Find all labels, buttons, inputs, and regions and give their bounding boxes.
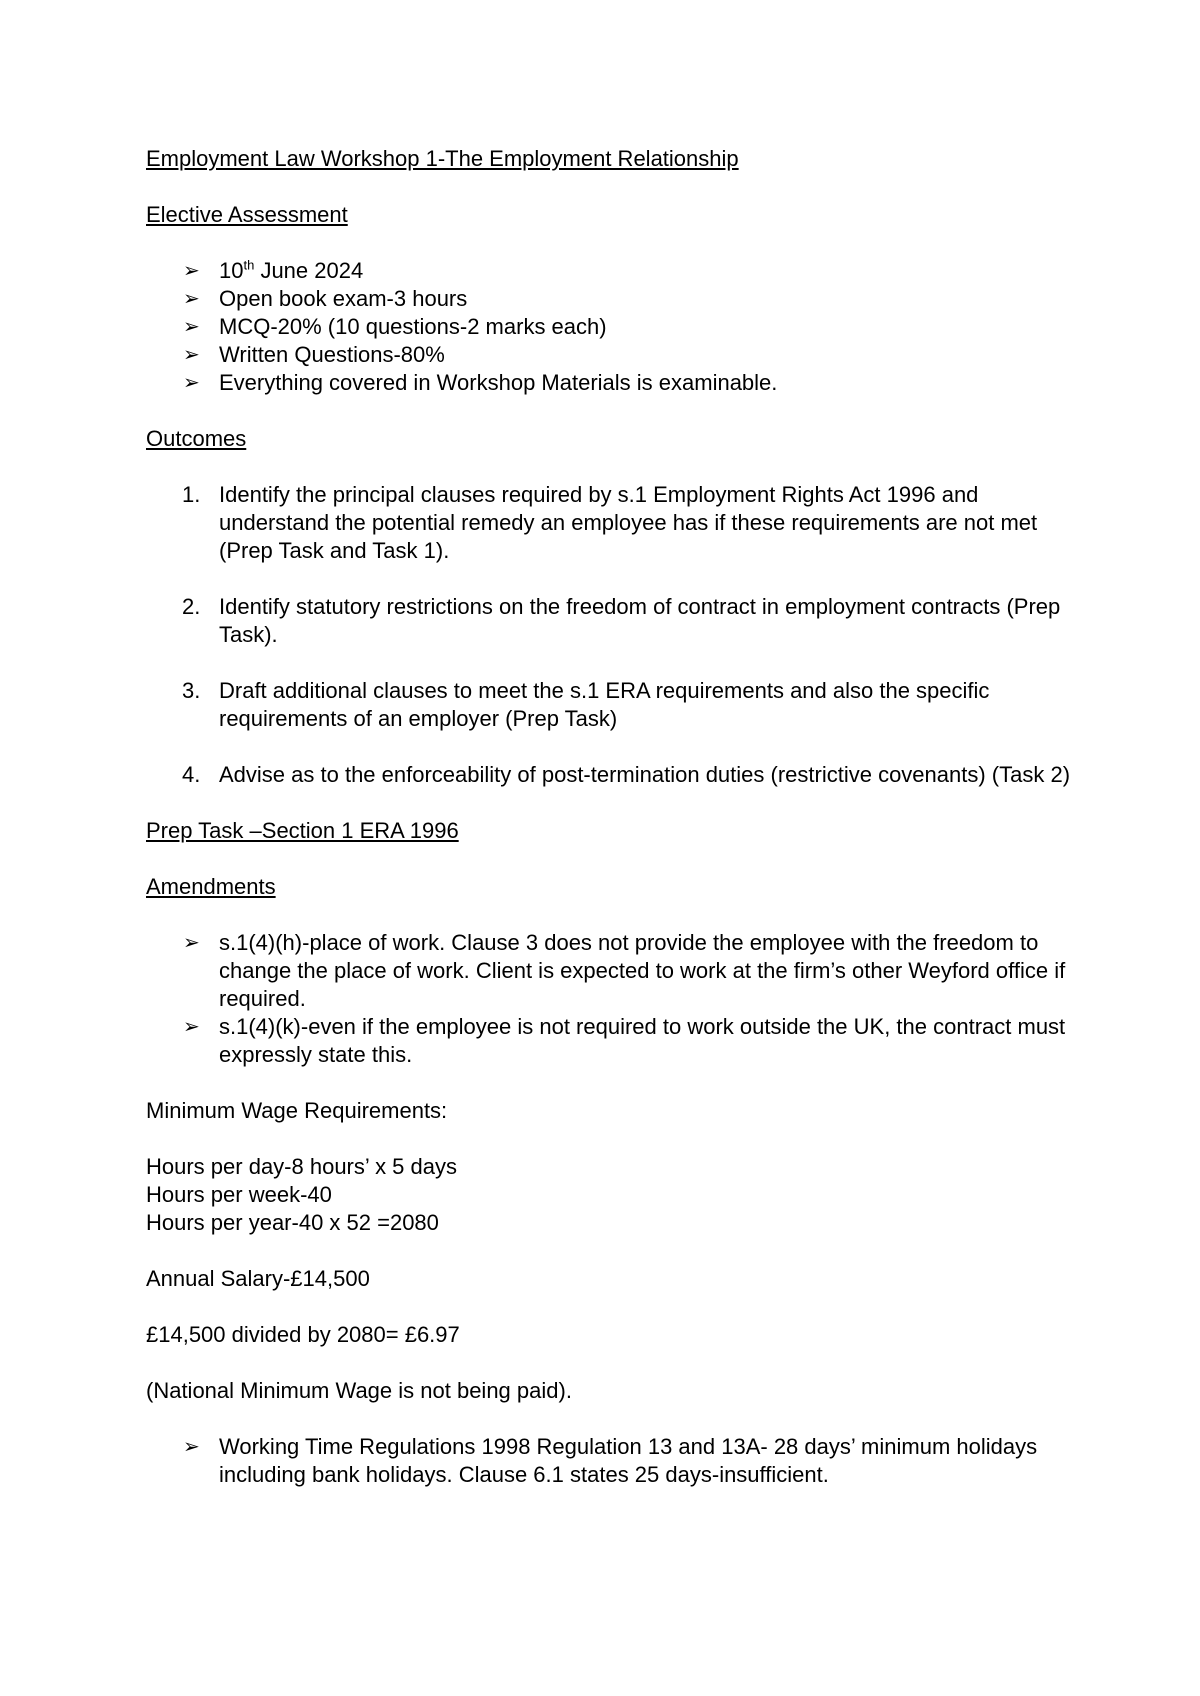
list-item (146, 369, 1076, 397)
outcome-number: 3. (182, 678, 201, 703)
list-item (146, 341, 1076, 369)
outcome-number: 4. (182, 762, 201, 787)
outcome-text: Identify statutory restrictions on the freedom of contract in employment contracts (Prep Task). (219, 594, 1061, 647)
list-item-text: s.1(4)(k)-even if the employee is not required to work outside the UK, the contract must expressly state this. (219, 1014, 1066, 1067)
outcome-text: Identify the principal clauses required by s.1 Employment Rights Act 1996 and understand the potential remedy an employee has if these requirements are not met (Prep Task and Task 1). (219, 482, 1038, 563)
amendments-heading: Amendments (146, 874, 276, 899)
arrow-bullet-icon: ➢ (183, 288, 200, 310)
outcomes-heading: Outcomes (146, 426, 247, 451)
list-item-text: MCQ-20% (10 questions-2 marks each) (219, 314, 607, 339)
arrow-bullet-icon: ➢ (183, 932, 200, 954)
hours-per-day: Hours per day-8 hours’ x 5 days (146, 1154, 457, 1179)
arrow-bullet-icon: ➢ (183, 260, 200, 282)
outcome-item (146, 593, 1076, 649)
annual-salary: Annual Salary-£14,500 (146, 1266, 370, 1291)
hourly-calculation: £14,500 divided by 2080= £6.97 (146, 1322, 460, 1347)
list-item-text: Working Time Regulations 1998 Regulation 13 and 13A- 28 days’ minimum holidays including bank holidays. Clause 6.1 states 25 days-insufficient. (219, 1434, 1038, 1487)
outcome-item (146, 677, 1076, 733)
list-item-text: s.1(4)(h)-place of work. Clause 3 does not provide the employee with the freedom to change the place of work. Client is expected to work at the firm’s other Weyford office if required. (219, 930, 1066, 1011)
list-item (146, 257, 1076, 285)
list-item (146, 313, 1076, 341)
arrow-bullet-icon: ➢ (183, 344, 200, 366)
outcome-item (146, 761, 1076, 789)
outcome-text: Draft additional clauses to meet the s.1 ERA requirements and also the specific requirements of an employer (Prep Task) (219, 678, 990, 731)
outcome-number: 1. (182, 482, 201, 507)
minimum-wage-heading: Minimum Wage Requirements: (146, 1098, 448, 1123)
arrow-bullet-icon: ➢ (183, 1016, 200, 1038)
hours-per-week: Hours per week-40 (146, 1182, 332, 1207)
arrow-bullet-icon: ➢ (183, 1436, 200, 1458)
minimum-wage-note: (National Minimum Wage is not being paid). (146, 1378, 572, 1403)
list-item-text: Open book exam-3 hours (219, 286, 468, 311)
amendments-list (146, 929, 1076, 1069)
exam-date: 10th June 2024 (219, 257, 364, 283)
outcomes-list (146, 481, 1076, 789)
elective-assessment-heading: Elective Assessment (146, 202, 348, 227)
outcome-text: Advise as to the enforceability of post-termination duties (restrictive covenants) (Task 2) (219, 762, 1071, 787)
list-item (146, 1433, 1076, 1489)
working-time-list (146, 1433, 1076, 1489)
elective-assessment-list (146, 257, 1076, 397)
prep-task-heading: Prep Task –Section 1 ERA 1996 (146, 818, 459, 843)
list-item (146, 285, 1076, 313)
arrow-bullet-icon: ➢ (183, 372, 200, 394)
list-item (146, 929, 1076, 1013)
document-title: Employment Law Workshop 1-The Employment Relationship (146, 146, 739, 171)
outcome-item (146, 481, 1076, 565)
hours-per-year: Hours per year-40 x 52 =2080 (146, 1210, 439, 1235)
document-body (146, 145, 1076, 1517)
list-item-text: Written Questions-80% (219, 342, 445, 367)
arrow-bullet-icon: ➢ (183, 316, 200, 338)
list-item-text: Everything covered in Workshop Materials is examinable. (219, 370, 778, 395)
list-item (146, 1013, 1076, 1069)
outcome-number: 2. (182, 594, 201, 619)
